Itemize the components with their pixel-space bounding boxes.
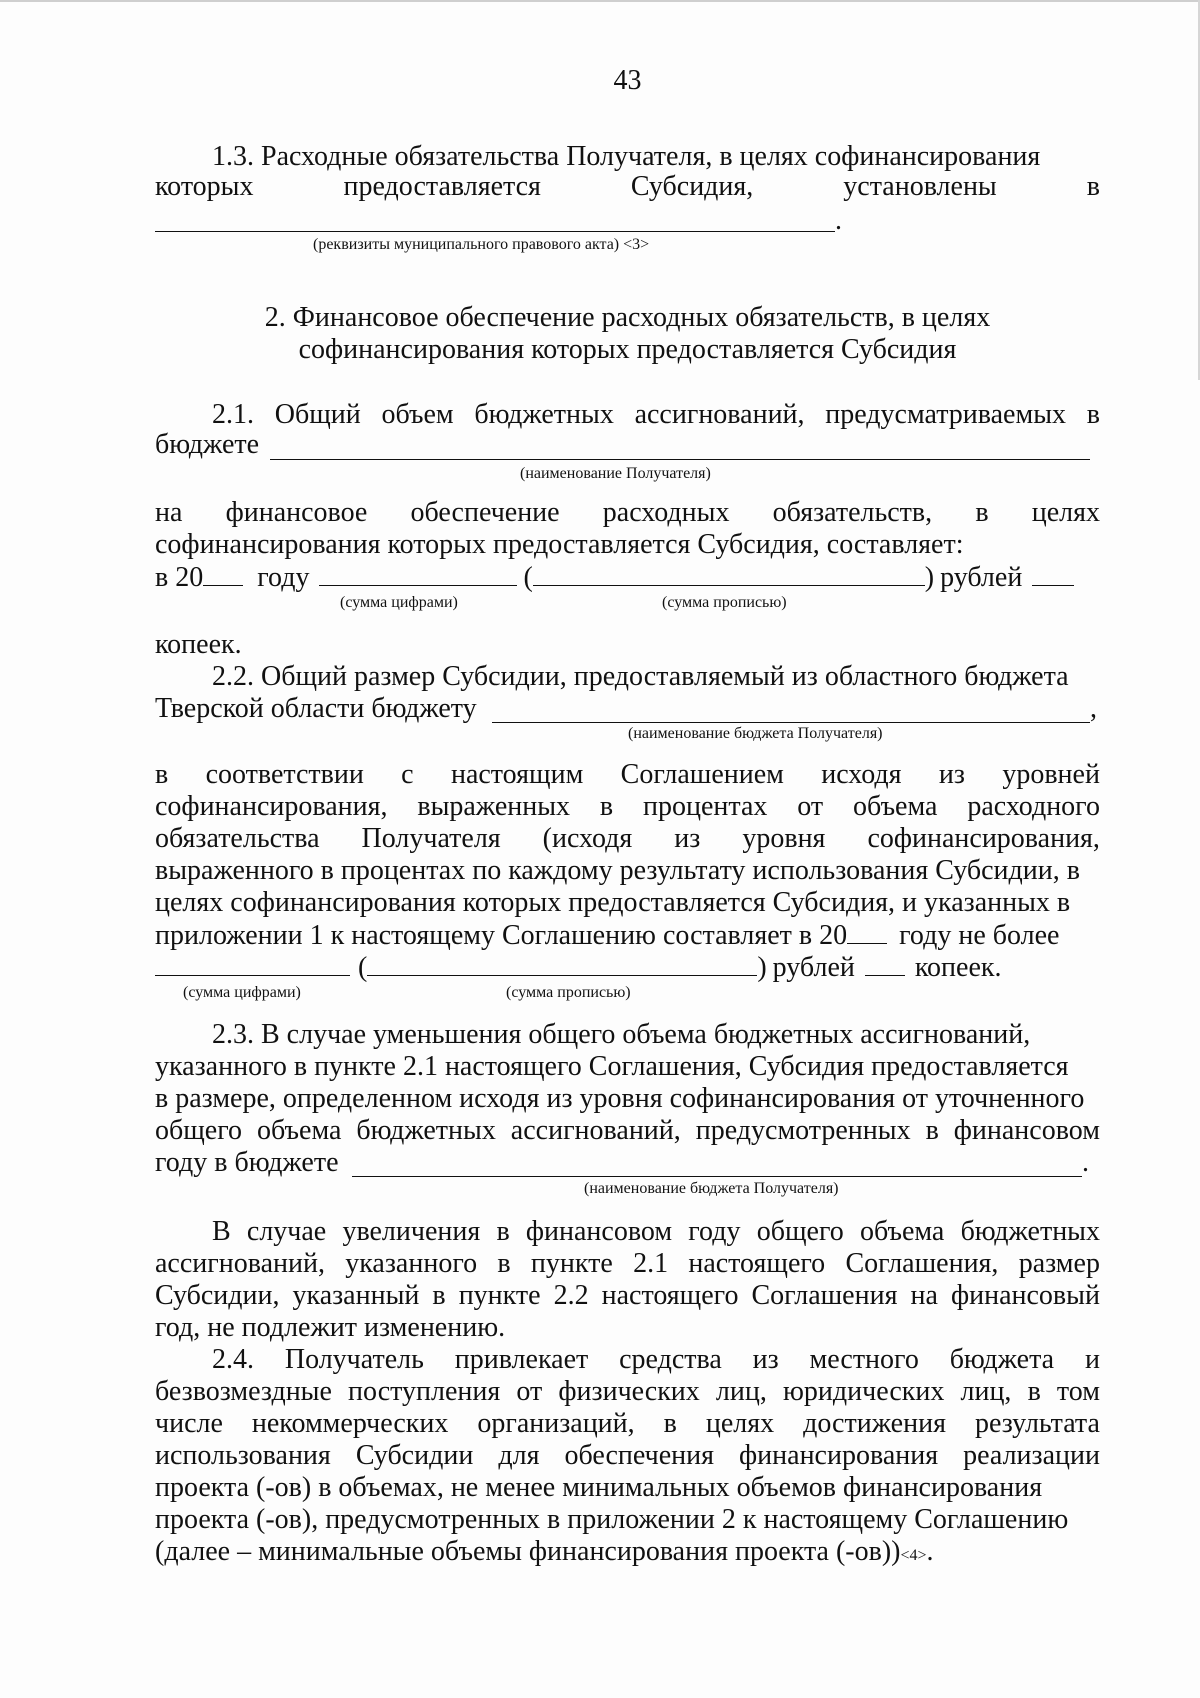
p2-1-line4: софинансирования которых предоставляется Субсидия, составляет:	[155, 529, 964, 560]
word: целях	[705, 1408, 775, 1439]
p2-2-comma: ,	[1090, 693, 1097, 724]
p1-3-line2	[155, 171, 1100, 203]
p2-1-line1	[155, 399, 1100, 431]
word: Субсидия,	[630, 171, 754, 202]
p2-2-words-caption: (сумма прописью)	[506, 984, 631, 1001]
word: на	[155, 497, 183, 528]
p2-2-budget-label: Тверской области бюджету	[155, 693, 477, 724]
word: Общий	[274, 399, 361, 430]
word: ассигнований,	[510, 1115, 681, 1146]
word: лиц,	[715, 1376, 767, 1407]
p2-2-line8	[155, 919, 1100, 952]
p2-2-rubles-label: рублей	[772, 952, 855, 983]
word: Субсидии	[355, 1440, 474, 1471]
word: лиц,	[960, 1376, 1012, 1407]
word: софинансирования,	[155, 791, 388, 822]
word: предусматриваемых	[825, 399, 1067, 430]
p2-1-recipient-fill-line	[270, 459, 1090, 460]
word: ассигнований,	[634, 399, 805, 430]
p2-4-line3	[155, 1408, 1100, 1440]
word: поступления	[348, 1376, 501, 1407]
section-2-heading-line1: 2. Финансовое обеспечение расходных обязательств, в целях	[264, 302, 991, 333]
word: обязательства	[155, 823, 320, 854]
word: финансовом	[525, 1216, 673, 1247]
word: Соглашения	[751, 1280, 898, 1311]
word: 2.1.	[212, 399, 254, 430]
word: обязательств,	[772, 497, 933, 528]
p2-1-budget-label: бюджете	[155, 429, 260, 460]
word: увеличения	[342, 1216, 481, 1247]
p1-3-period: .	[835, 205, 842, 236]
p1-3-caption: (реквизиты муниципального правового акта) <3>	[313, 236, 650, 253]
p2-1-paren-close: )	[924, 562, 935, 593]
word: ассигнований,	[155, 1248, 325, 1279]
p2-1-sum-words-blank	[533, 561, 925, 586]
page-number: 43	[613, 65, 642, 96]
word: В	[212, 1216, 231, 1247]
p2-4-line7	[155, 1536, 1100, 1572]
p2-2-sum-digits-blank	[155, 951, 350, 976]
word: настоящего	[688, 1248, 826, 1279]
word: том	[1056, 1376, 1100, 1407]
p2-2-line2	[155, 693, 1100, 725]
word: от	[516, 1376, 543, 1407]
word: в	[1086, 399, 1100, 430]
word: из	[674, 823, 701, 854]
word: предоставляется	[343, 171, 541, 202]
word: на	[910, 1280, 938, 1311]
word: финансовый	[950, 1280, 1100, 1311]
p2-4-line1	[155, 1344, 1100, 1376]
p1-3-fill-line	[155, 231, 835, 232]
word: организаций,	[477, 1408, 635, 1439]
p2-2-kopeks-label: копеек.	[914, 952, 1002, 983]
p2-2-year-blank	[847, 919, 887, 944]
p2-2-paren-open: (	[358, 952, 368, 983]
word: бюджета	[949, 1344, 1055, 1375]
p2-1-year-prefix: в 20	[155, 562, 204, 593]
word: Получатель	[284, 1344, 424, 1375]
p2-3-line2: указанного в пункте 2.1 настоящего Соглашения, Субсидия предоставляется	[155, 1051, 1069, 1082]
word: расходных	[602, 497, 730, 528]
word: Получателя	[361, 823, 501, 854]
p2-2-line5	[155, 823, 1100, 855]
p2-1-line6: копеек.	[155, 629, 242, 660]
word: уровней	[1002, 759, 1100, 790]
word: средства	[619, 1344, 722, 1375]
word: Субсидии,	[155, 1280, 280, 1311]
p2-2-budget-caption: (наименование бюджета Получателя)	[628, 725, 883, 742]
word: целях	[1031, 497, 1100, 528]
word: использования	[155, 1440, 331, 1471]
p2-2-line3	[155, 759, 1100, 791]
word: из	[752, 1344, 779, 1375]
word: в	[496, 1216, 510, 1247]
p2-2-line1: 2.2. Общий размер Субсидии, предоставляемый из областного бюджета	[212, 661, 1069, 692]
p-increase-line1	[155, 1216, 1100, 1248]
p2-3-line5	[155, 1147, 1100, 1179]
p2-2-budget-fill-line	[492, 722, 1090, 723]
word: процентах	[643, 791, 768, 822]
p2-3-budget-caption: (наименование бюджета Получателя)	[584, 1180, 839, 1197]
p2-2-line7: целях софинансирования которых предоставляется Субсидия, и указанных в	[155, 887, 1071, 918]
word: объем	[381, 399, 454, 430]
word: в	[1086, 171, 1100, 202]
word: в	[155, 759, 169, 790]
word: финансирования	[739, 1440, 939, 1471]
p2-3-period: .	[1082, 1147, 1089, 1178]
p1-3-line1: 1.3. Расходные обязательства Получателя, в целях софинансирования	[212, 141, 1041, 172]
word: объема	[859, 1216, 945, 1247]
word: финансовое	[225, 497, 368, 528]
word: соответствии	[205, 759, 364, 790]
word: установлены	[843, 171, 997, 202]
word: указанного	[345, 1248, 478, 1279]
word: в	[925, 1115, 939, 1146]
word: с	[401, 759, 414, 790]
word: реализации	[963, 1440, 1100, 1471]
word: достижения	[803, 1408, 946, 1439]
word: объема	[853, 791, 938, 822]
word: от	[797, 791, 824, 822]
p2-1-sum-digits-blank	[319, 561, 517, 586]
word: случае	[246, 1216, 327, 1247]
word: исходя	[821, 759, 902, 790]
p2-1-rubles-label: рублей	[940, 562, 1023, 593]
p2-1-recipient-caption: (наименование Получателя)	[520, 465, 711, 482]
word: которых	[155, 171, 254, 202]
word: Соглашением	[620, 759, 784, 790]
p2-3-line1: 2.3. В случае уменьшения общего объема бюджетных ассигнований,	[212, 1019, 1031, 1050]
p2-2-line9	[155, 951, 1100, 984]
p2-1-year-blank	[203, 561, 243, 586]
word: безвозмездные	[155, 1376, 332, 1407]
p2-2-line6: выраженного в процентах по каждому результату использования Субсидии, в	[155, 855, 1080, 886]
p2-3-line4	[155, 1115, 1100, 1147]
p2-1-line3	[155, 497, 1100, 529]
p2-2-kopeks-blank	[865, 951, 905, 976]
word: общего	[155, 1115, 243, 1146]
word: юридических	[783, 1376, 945, 1407]
p2-4-line5: проекта (-ов) в объемах, не менее минимальных объемов финансирования	[155, 1472, 1043, 1503]
word: уровня	[742, 823, 826, 854]
word: предусмотренных	[695, 1115, 911, 1146]
word: Соглашения,	[845, 1248, 999, 1279]
p2-1-paren-open: (	[523, 562, 533, 593]
word: в	[663, 1408, 677, 1439]
word: из	[938, 759, 965, 790]
p2-2-line8-tail: году не более	[899, 920, 1060, 951]
word: выраженных	[417, 791, 571, 822]
word: году	[688, 1216, 741, 1247]
section-2-heading-line2: софинансирования которых предоставляется Субсидия	[298, 334, 957, 365]
p-increase-line4: год, не подлежит изменению.	[155, 1312, 506, 1343]
word: пункте	[530, 1248, 613, 1279]
p2-2-digits-caption: (сумма цифрами)	[183, 984, 301, 1001]
word: привлекает	[454, 1344, 589, 1375]
word: в	[432, 1280, 446, 1311]
word: 2.4.	[212, 1344, 254, 1375]
word: расходного	[967, 791, 1100, 822]
word: настоящим	[450, 759, 584, 790]
word: некоммерческих	[251, 1408, 449, 1439]
word: результата	[974, 1408, 1100, 1439]
word: местного	[809, 1344, 919, 1375]
p2-1-digits-caption: (сумма цифрами)	[340, 594, 458, 611]
p2-2-sum-words-blank	[367, 951, 757, 976]
word: в	[497, 1248, 511, 1279]
word: бюджетных	[960, 1216, 1100, 1247]
p2-1-line2	[155, 429, 1100, 461]
p2-4-line4	[155, 1440, 1100, 1472]
scan-edge-top	[0, 0, 1200, 2]
p2-1-words-caption: (сумма прописью)	[662, 594, 787, 611]
p2-1-line5	[155, 561, 1100, 594]
word: физических	[558, 1376, 700, 1407]
p2-4-footnote-ref: <4>	[900, 1547, 927, 1564]
word: указанный	[292, 1280, 420, 1311]
word: обеспечение	[410, 497, 560, 528]
word: в	[599, 791, 614, 822]
p2-3-budget-label: году в бюджете	[155, 1147, 339, 1178]
p2-1-kopeks-blank	[1032, 561, 1074, 586]
p2-4-line7-end: .	[926, 1536, 934, 1567]
word: числе	[155, 1408, 223, 1439]
p2-2-line4	[155, 791, 1100, 823]
word: размер	[1018, 1248, 1100, 1279]
word: (исходя	[542, 823, 633, 854]
word: общего	[756, 1216, 844, 1247]
p-increase-line3	[155, 1280, 1100, 1312]
word: 2.2	[553, 1280, 589, 1311]
p2-3-budget-fill-line	[352, 1176, 1082, 1177]
word: в	[1027, 1376, 1041, 1407]
word: бюджетных	[474, 399, 614, 430]
word: для	[498, 1440, 540, 1471]
p2-4-line7-text: (далее – минимальные объемы финансирования проекта (-ов))	[155, 1536, 901, 1567]
p2-2-paren-close: )	[757, 952, 767, 983]
word: пункте	[458, 1280, 541, 1311]
word: в	[975, 497, 989, 528]
p2-2-line8-text: приложении 1 к настоящему Соглашению составляет в 20	[155, 920, 848, 951]
word: объема	[257, 1115, 342, 1146]
word: 2.1	[633, 1248, 669, 1279]
p2-4-line2	[155, 1376, 1100, 1408]
p2-1-god-label: году	[257, 562, 310, 593]
word: софинансирования,	[867, 823, 1100, 854]
p2-4-line6: проекта (-ов), предусмотренных в приложении 2 к настоящему Соглашению	[155, 1504, 1069, 1535]
word: настоящего	[601, 1280, 739, 1311]
p-increase-line2	[155, 1248, 1100, 1280]
word: и	[1084, 1344, 1100, 1375]
word: обеспечения	[564, 1440, 714, 1471]
word: финансовом	[953, 1115, 1100, 1146]
p2-3-line3: в размере, определенном исходя из уровня софинансирования от уточненного	[155, 1083, 1085, 1114]
word: бюджетных	[356, 1115, 496, 1146]
